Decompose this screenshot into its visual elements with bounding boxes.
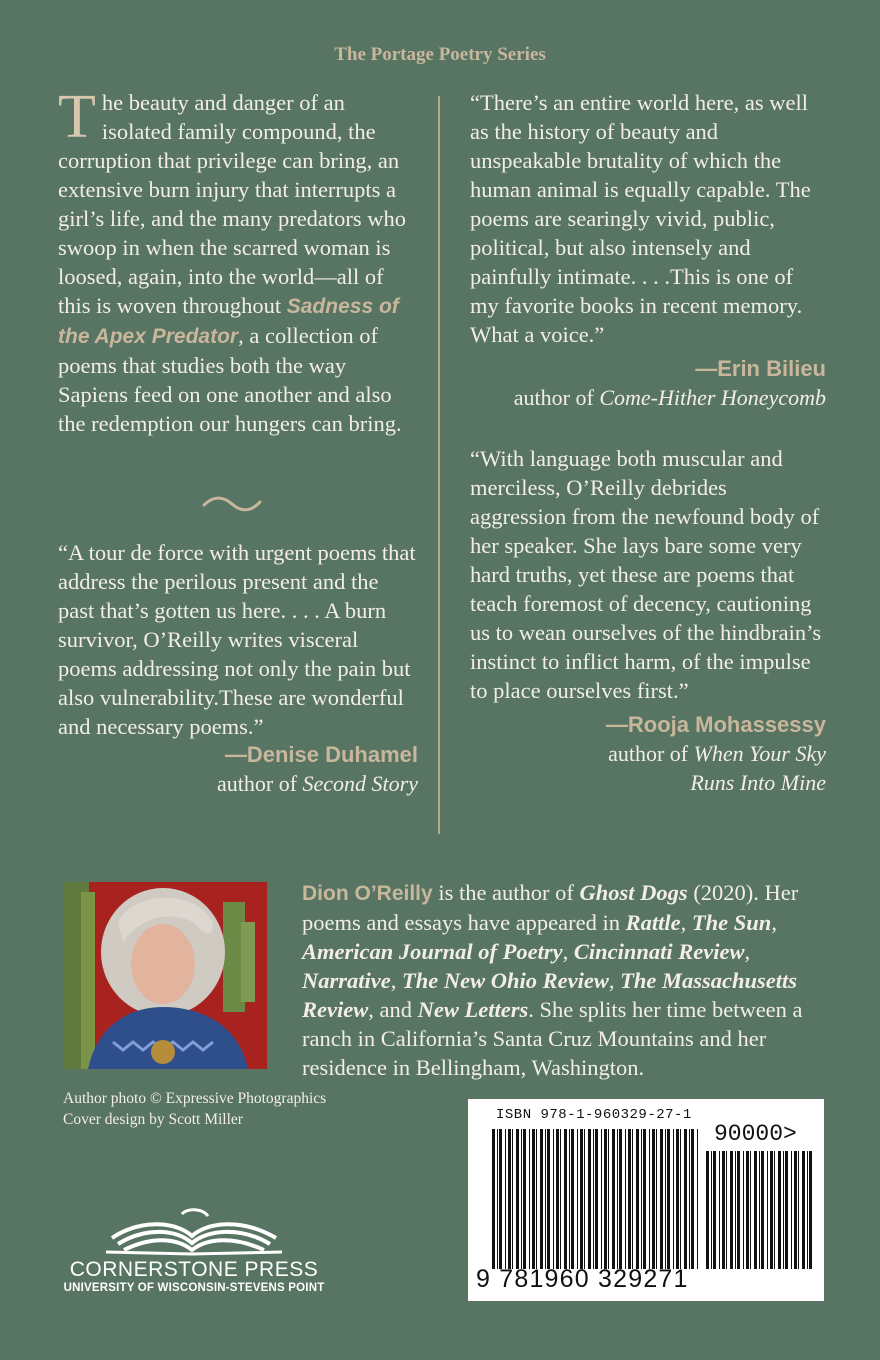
barcode-bars	[492, 1129, 702, 1269]
column-divider	[438, 96, 440, 834]
quote-author-book: author of Come-Hither Honeycomb	[513, 385, 826, 410]
quote-author-name: —Denise Duhamel	[224, 742, 418, 767]
blurb-quote-duhamel	[58, 538, 418, 798]
publisher-affiliation: UNIVERSITY OF WISCONSIN-STEVENS POINT	[63, 1282, 325, 1294]
publisher-logo	[62, 1206, 326, 1294]
blurb-text-2: , a collection of poems that studies both the way Sapiens feed on one another and also the redemption our hungers can bring.	[58, 323, 402, 436]
author-photo	[63, 882, 267, 1069]
blurb-text-1: he beauty and danger of an isolated family compound, the corruption that privilege can bring, an extensive burn injury that interrupts a girl’s life, and the many predators who swoop in when the scarred woman is loosed, again, into the world—all of this is woven throughout	[58, 90, 407, 318]
author-name: Dion O’Reilly	[302, 882, 433, 905]
publisher-name: CORNERSTONE PRESS	[69, 1258, 319, 1281]
barcode-digits: 9 781960 329271	[476, 1265, 689, 1293]
quote-text: “There’s an entire world here, as well as the history of beauty and unspeakable brutality of which the human animal is equally capable. The poems are searingly vivid, public, political, but also intensely and painfully intimate. . . .This is one of my favorite books in recent memory. What a voice.”	[470, 90, 811, 347]
quote-text: “With language both muscular and merciless, O’Reilly debrides aggression from the newfound body of her speaker. She lays bare some very hard truths, yet these are poems that teach foremost of decency, cautioning us to wean ourselves of the hindbrain’s instinct to inflict harm, of the impulse to place ourselves first.”	[470, 446, 822, 703]
photo-credit: Author photo © Expressive Photographics	[63, 1090, 327, 1107]
blurb-quote-bilieu	[470, 88, 826, 412]
book-title: Sadness of the Apex Predator	[58, 295, 399, 348]
blurb-quote-mohassessy	[470, 444, 826, 797]
author-bio: Dion O’Reilly is the author of Ghost Dogs (2020). Her poems and essays have appeared in Rattle, The Sun, American Journal of Poetry, Cincinnati Review, Narrative, The New Ohio Review, The Massachusetts Review, and New Letters. She splits her time between a ranch in California’s Santa Cruz Mountains and her residence in Bellingham, Washington.	[302, 880, 803, 1080]
drop-cap: T	[58, 83, 96, 151]
design-credit: Cover design by Scott Miller	[63, 1111, 243, 1128]
cover-credits	[63, 1088, 326, 1130]
quote-author-name: —Rooja Mohassessy	[605, 712, 826, 737]
isbn-number: ISBN 978-1-960329-27-1	[496, 1107, 692, 1123]
price-code: 90000>	[714, 1121, 797, 1147]
quote-author-book: author of Second Story	[217, 771, 418, 796]
quote-author-book: author of When Your Sky Runs Into Mine	[608, 741, 826, 795]
swirl-ornament-icon	[200, 493, 264, 515]
quote-text: “A tour de force with urgent poems that address the perilous present and the past that’s gotten us here. . . . A burn survivor, O’Reilly writes visceral poems addressing not only the pain but also vulnerability.These are wonderful and necessary poems.”	[58, 540, 416, 739]
book-description	[58, 83, 414, 438]
open-book-icon	[62, 1206, 326, 1256]
isbn-barcode	[468, 1099, 824, 1301]
quote-author-name: —Erin Bilieu	[695, 356, 826, 381]
series-title: The Portage Poetry Series	[334, 44, 546, 65]
price-barcode-bars	[706, 1151, 814, 1269]
